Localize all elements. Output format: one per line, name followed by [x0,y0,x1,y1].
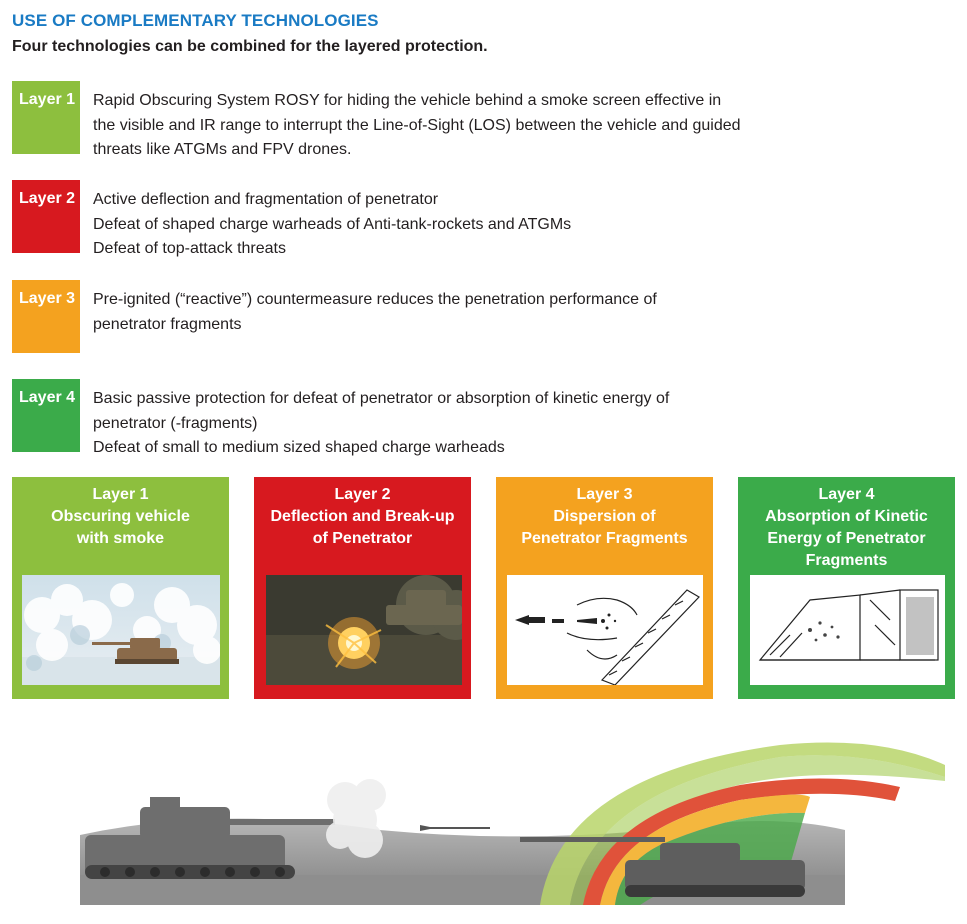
layer-1-badge [12,81,80,154]
card-layer-1-title [12,484,229,550]
layer-3-line: Pre-ignited (“reactive”) countermeasure reduces the penetration performance of [93,291,657,308]
layer-4-line: penetrator (-fragments) [93,414,258,432]
card-title-line: with smoke [76,530,165,547]
page-subtitle: Four technologies can be combined for the layered protection. [12,38,488,55]
fragment-dispersion-diagram [507,575,703,685]
layer-1-description [93,89,793,163]
card-layer-1 [12,477,229,699]
layer-2-line: Defeat of shaped charge warheads of Anti-tank-rockets and ATGMs [93,215,572,233]
card-title-line: Absorption of Kinetic [765,508,928,525]
layer-1-line: Rapid Obscuring System ROSY for hiding the vehicle behind a smoke screen effective in [93,92,722,109]
card-layer-4 [738,477,955,699]
card-layer-3 [496,477,713,699]
layer-3-line: penetrator fragments [93,315,242,333]
layer-4-line: Basic passive protection for defeat of penetrator or absorption of kinetic energy of [93,390,670,407]
layered-protection-illustration [0,735,967,919]
tank-explosion-image [266,575,462,685]
tank-smoke-screen-image [22,575,220,685]
layer-1-line: the visible and IR range to interrupt the Line-of-Sight (LOS) between the vehicle and guided [93,116,741,134]
layer-1-badge-label: Layer 1 [19,91,76,108]
layer-2-badge-label: Layer 2 [19,190,76,207]
card-title-line: Layer 4 [818,486,875,503]
layer-2-line: Defeat of top-attack threats [93,240,286,257]
layer-4-line: Defeat of small to medium sized shaped charge warheads [93,439,505,456]
layer-4-badge [12,379,80,452]
page-title: USE OF COMPLEMENTARY TECHNOLOGIES [12,11,379,30]
card-title-line: Layer 2 [334,486,391,503]
card-title-line: Layer 1 [92,486,149,503]
layer-4-badge-label: Layer 4 [19,389,76,406]
layer-2-line: Active deflection and fragmentation of penetrator [93,191,439,208]
card-layer-2-title [254,484,471,550]
card-title-line: of Penetrator [312,530,413,547]
layer-3-badge [12,280,80,353]
armor-absorption-diagram [750,575,945,685]
card-layer-3-title [496,484,713,550]
layer-1-line: threats like ATGMs and FPV drones. [93,141,352,158]
card-title-line: Energy of Penetrator [767,530,926,547]
layer-2-badge [12,180,80,253]
card-title-line: Layer 3 [576,486,633,503]
card-layer-4-title [738,484,955,572]
card-layer-2 [254,477,471,699]
card-title-line: Penetrator Fragments [521,530,688,547]
card-title-line: Dispersion of [553,508,656,525]
layer-3-badge-label: Layer 3 [19,290,76,307]
layer-2-description [93,188,793,262]
card-title-line: Deflection and Break-up [270,508,455,525]
card-title-line: Fragments [805,552,888,569]
layer-3-description [93,288,793,337]
layer-4-description [93,387,793,461]
card-title-line: Obscuring vehicle [51,508,190,525]
